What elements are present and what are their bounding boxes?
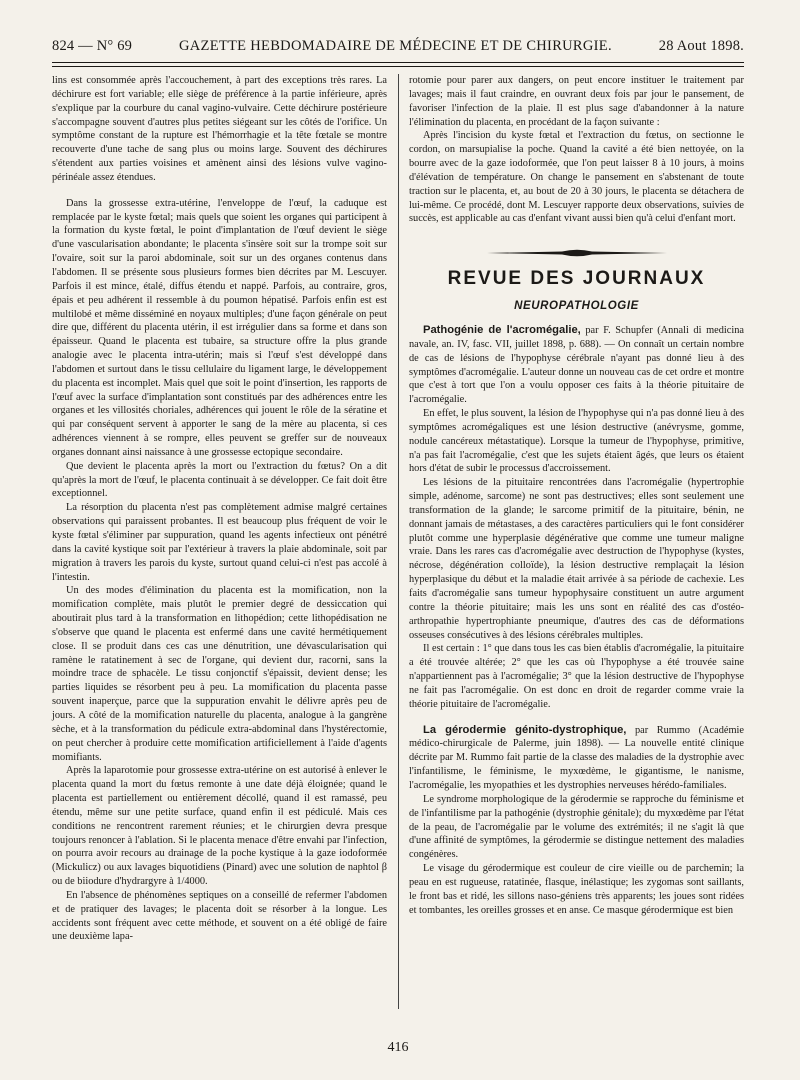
page-folio: 416: [387, 1040, 409, 1055]
running-head: [52, 38, 744, 58]
journal-title: GAZETTE HEBDOMADAIRE DE MÉDECINE ET DE CHIRURGIE.: [179, 38, 612, 54]
paragraph: Le syndrome morphologique de la gérodermie se rapproche du féminisme et de l'infantilisme par la pathogénie (dystrophie génitale); du myxœdème par l'état de la peau, de l'acromégalie par le volume des extrémités; il ne s'agit là que d'une affinité de symptômes, la gérodermie se distingue nettement des maladies congénères.: [409, 793, 744, 861]
article-paragraph: [409, 324, 744, 407]
paragraph: Que devient le placenta après la mort ou l'extraction du fœtus? On a dit qu'après la mort de l'œuf, le placenta continuait à se développer. Ce fait doit être exceptionnel.: [52, 460, 387, 500]
section-ornament: [487, 248, 667, 258]
article-byline: par F. Schupfer (Annali di medicina navale, an. IV, fasc. VII, juillet 1898, p. 688). — On connaît un certain nombre de cas de lésions de l'hypophyse cérébrale n'ayant pas donné lieu à des symptômes d'acromégalie. L'auteur donne un nouveau cas de cet ordre et montre que c'est à tort que l'on a voulu opposer ces faits à la théorie pituitaire de l'acromégalie.: [409, 324, 744, 406]
paragraph: rotomie pour parer aux dangers, on peut encore instituer le traitement par lavages; mais il faut craindre, en ouvrant deux fois par jour le pansement, de favoriser l'infection de la plaie. Il est plus sage d'abandonner à la nature l'élimination du placenta, en procédant de la façon suivante :: [409, 75, 744, 128]
section-title: REVUE DES JOURNAUX: [447, 268, 706, 290]
paragraph: La résorption du placenta n'est pas complètement admise malgré certaines observations qui paraissent probantes. Il est beaucoup plus fréquent de voir le kyste fœtal s'éliminer par suppuration, quand les agents infectieux ont pénétré dans la cavité kystique soit par l'extérieur à travers la plaie abdominale, soit par migration à travers les parois du kyste, surtout quand celui-ci n'est pas accolé à l'intestin.: [52, 502, 387, 583]
paragraph: Un des modes d'élimination du placenta est la momification, non la momification complète, mais plutôt le premier degré de dessiccation qui aboutirait plus tard à la transformation en lithopédion; cette lithopédisation ne s'observe que quand le placenta est enfermé dans une cavité hermétiquement close. Il se produit dans ces cas une dénutrition, une dévascularisation qui ramène le ratatinement à sec de l'organe, qui devient dur, racorni, sans la moindre trace de sphacèle. Le tissu conjonctif s'épaissit, devient dense; les parties liquides se résorbent peu à peu. La momification du placenta passe souvent inaperçue, parce que la suppuration envahit le délivre après peu de jours. A côté de la momification naturelle du placenta, analogue à la gangrène sèche, et à la transformation du pédicule extra-abdominal dans l'hystérectomie, on peut chercher à produire cette momification artificiellement à l'aide d'agents momifiants.: [52, 585, 387, 763]
issue-date: 28 Aout 1898.: [658, 38, 744, 54]
column-divider: [398, 74, 399, 1009]
right-column: [409, 74, 744, 917]
paragraph: En l'absence de phénomènes septiques on a conseillé de refermer l'abdomen et de pratiquer des lavages; le placenta doit se résorber à la longue. Les accidents sont fréquent avec cette méthode, et souvent on a été obligé de faire une deuxième lapa-: [52, 889, 387, 943]
header-rule-thin: [52, 66, 744, 67]
journal-page: [52, 0, 744, 1080]
article-byline: par Rummo (Académie médico-chirurgicale de Palerme, juin 1898). — La nouvelle entité clinique décrite par M. Rummo fait partie de la classe des maladies de la dystrophie avec l'infantilisme, le féminisme, le myxœdème, le gigantisme, le nanisme, l'acromégalie, les myopathies et les dystrophies nerveuses hérédo-familiales.: [409, 724, 745, 791]
paragraph: Après la laparotomie pour grossesse extra-utérine on est autorisé à enlever le placenta quand la mort du fœtus remonte à une date déjà éloignée; quand le placenta est partiellement ou entièrement décollé, quand il est ramassé, peu étendu, même sur une petite surface, quand enfin il est pédiculé. Mais ces conditions ne rencontrent rarement réunies; et le chirurgien devra presque toujours renoncer à l'ablation. Si le placenta menace d'être envahi par l'infection, on pourra avoir recours au drainage de la poche kystique à la gaze iodoformée (Mickulicz) ou aux lavages biquotidiens (Pinard) avec une solution de naphtol β ou de biiodure d'hydrargyre à 1/4000.: [52, 765, 387, 888]
paragraph: Il est certain : 1° que dans tous les cas bien établis d'acromégalie, la pituitaire a été trouvée altérée; 2° que les cas où l'hypophyse a été trouvée saine n'appartiennent pas à l'acromégalie; 3° que la lésion destructive de l'hypophyse ne fait pas l'acromégalie. On est donc en droit de regarder comme vraie la théorie pituitaire de l'acromégalie.: [409, 643, 744, 710]
page-number: 824 — N° 69: [52, 38, 133, 54]
paragraph: Le visage du gérodermique est couleur de cire vieille ou de parchemin; la peau en est rugueuse, ratatinée, flasque, inélastique; les zygomas sont saillants, le front bas et ridé, les sillons naso-géniens très apparents; les joues sont ridées et tombantes, les oreilles grosses et en anse. Ce masque gérodermique est bien: [409, 863, 744, 916]
subsection-title: NEUROPATHOLOGIE: [514, 300, 639, 313]
left-column: [52, 74, 387, 944]
article-title: La gérodermie génito-dystrophique,: [423, 723, 627, 736]
paragraph: lins est consommée après l'accouchement, à part des exceptions très rares. La déchirure est fort variable; elle siège de préférence à la partie inférieure, après s'explique par la courbure du canal vagino-vulvaire. Cette déchirure postérieure s'accompagne souvent d'autres plus petites siégeant sur les côtés de l'orifice. Un symptôme constant de la rupture est l'hémorrhagie et la tête fœtale se montre recouverte d'une tache de sang plus ou moins large. Souvent des déchirures s'étendent aux parties voisines et amènent ainsi des lésions vulve vagino-périnéale assez étendues.: [52, 75, 387, 183]
paragraph: En effet, le plus souvent, la lésion de l'hypophyse qui n'a pas donné lieu à des symptômes acromégaliques est une lésion destructive (anévrysme, gomme, nodule cancéreux métastatique). Lorsque la tumeur de l'hypophyse, primitive, n'a pas fait l'acromégalie, c'est que les sujets étaient âgés, que leurs os étaient hors d'état de subir le processus d'accroissement.: [409, 408, 744, 475]
header-rule: [52, 62, 744, 63]
paragraph: Les lésions de la pituitaire rencontrées dans l'acromégalie (hypertrophie simple, adénome, sarcome) ne sont pas destructives; elles sont seulement une transformation de la glande; le sarcome primitif de la pituitaire, bénin, ne donnant jamais de métastases, a des caractères particuliers qui le font considérer plutôt comme une hyperplasie dégénérative que comme une tumeur maligne vraie. Dans les rares cas d'acromégalie avec destruction de l'hypophyse (kystes, nécrose, dégénération colloïde), la lésion destructive remplaçait la lésion hyperplasique du début et la maladie était arrivée à sa période de cachexie. Les faits d'acromégalie sans tumeur hypophysaire constituent un autre argument contre la théorie pituitaire; mais les uns sont en réalité des cas d'ostéo-arthropathie hypertrophiante pneumique, d'autres des cas de déformations osseuses consécutives à des lésions cérébrales multiples.: [409, 477, 744, 641]
paragraph: Après l'incision du kyste fœtal et l'extraction du fœtus, on sectionne le cordon, on marsupialise la poche. Quand la cavité a été bien nettoyée, on la bourre avec de la gaze iodoformée, que l'on peut laisser 8 à 10 jours, à moins d'élévation de température. On change le pansement en s'abstenant de toute traction sur le placenta, et, au bout de 20 à 30 jours, le placenta se détachera de lui-même. Ce procédé, dont M. Lescuyer rapporte deux observations, suivies de succès, est applicable au cas d'enfant vivant aussi bien qu'à celui d'enfant mort.: [409, 130, 744, 225]
article-title: Pathogénie de l'acromégalie,: [423, 323, 581, 336]
article-paragraph: [409, 724, 744, 793]
paragraph: Dans la grossesse extra-utérine, l'enveloppe de l'œuf, la caduque est remplacée par le kyste fœtal; mais quels que soient les organes qui participent à la formation du kyste fœtal, le point d'implantation de l'œuf devient le siège d'une vascularisation abondante; le placenta s'insère soit sur la trompe soit sur l'ovaire, soit sur la paroi abdominale, soit sur un des organes contenus dans l'abdomen. Il se présente sous plusieurs formes bien décrites par M. Lescuyer. Parfois il est mince, étalé, diffus étendu et nappé. Parfois, au contraire, gros, épais et peu adhérent il ressemble à du poumon hépatisé. Parfois enfin est est multilobé et même disséminé en noyaux multiples; d'une façon générale on peut dire que, différent du placenta utérin, il est irrégulier dans sa forme et dans son épaisseur. Quand le placenta est tubaire, sa structure offre la plus grande analogie avec le placenta intra-utérin; mais si l'œuf s'est développé dans l'abdomen et surtout dans le tissu cellulaire du ligament large, le développement du placenta est incomplet. Mais quel que soit le point d'insertion, les rapports de l'œuf avec la surface d'implantation sont constitués par des adhérences entre les organes et les villosités choriales, adhérences qui jouent le rôle de la sératine et qui par conséquent servent à apporter le sang de la mère au placenta, si ces adhérences viennent à se rompre, elles peuvent se greffer sur de nouveaux organes donnant ainsi naissance à une grossesse ectopique secondaire.: [52, 197, 387, 458]
